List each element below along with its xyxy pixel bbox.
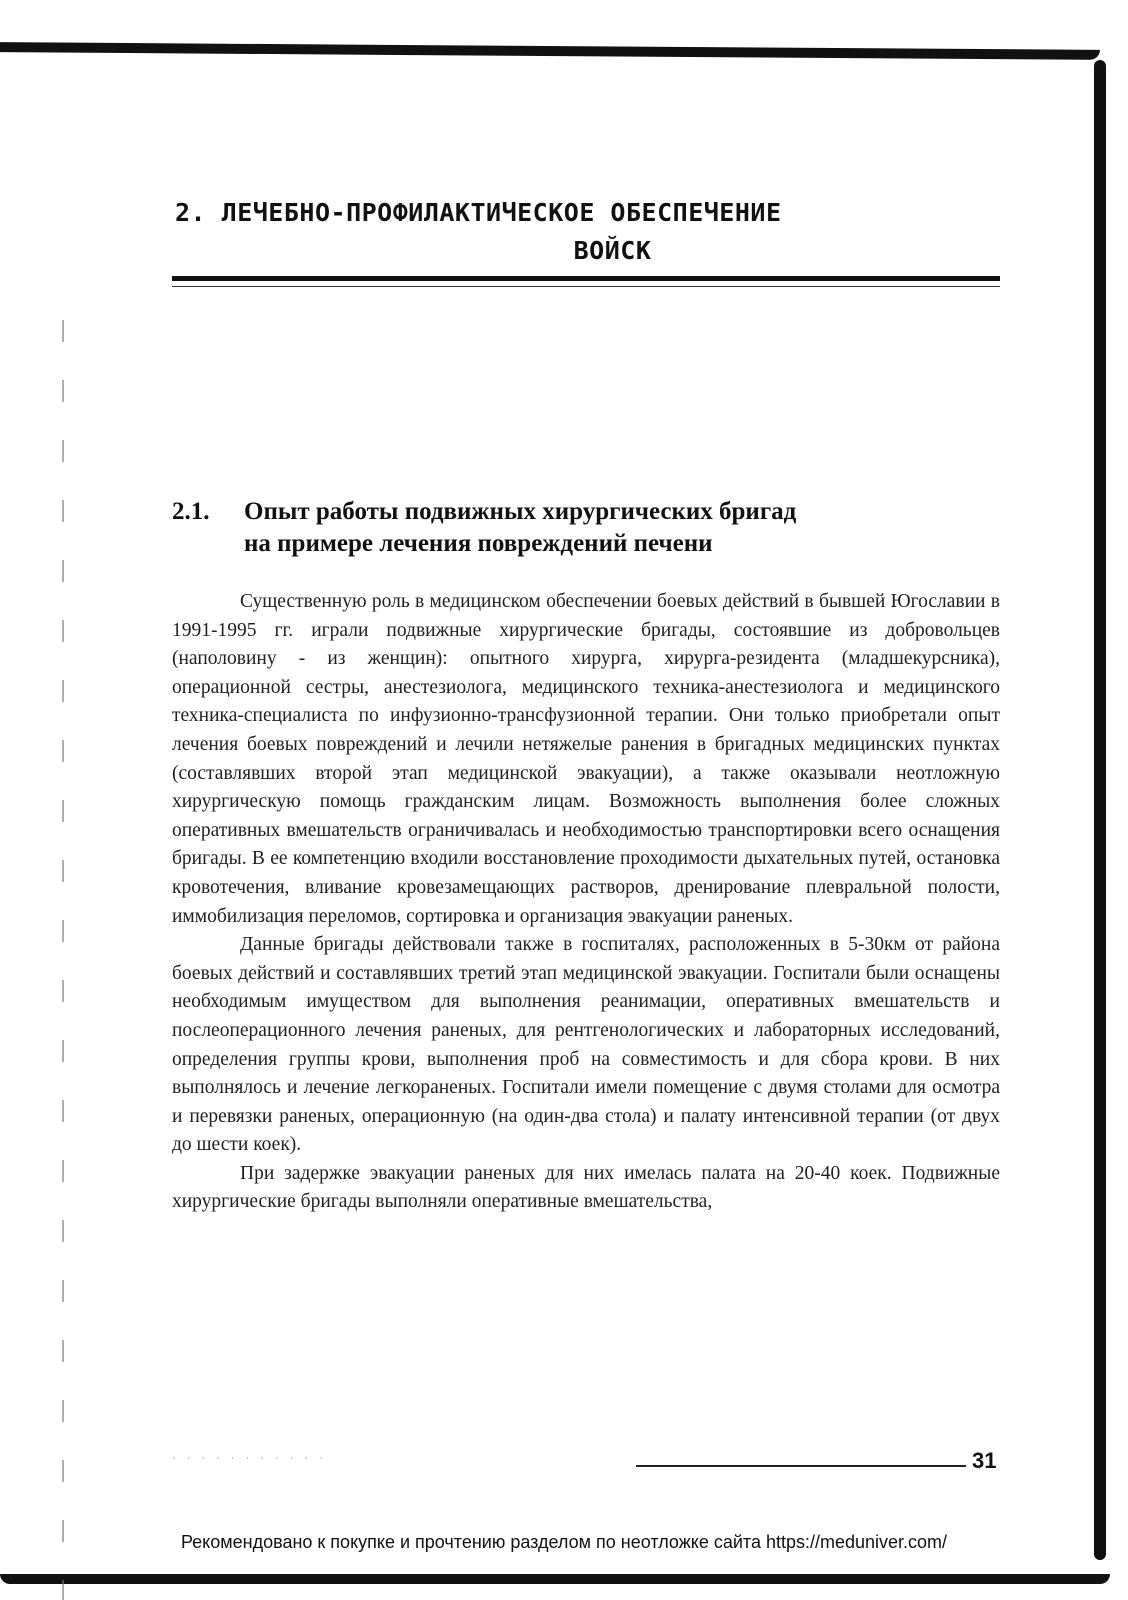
chapter-title [175,194,990,270]
body-text [172,588,1000,1217]
section-number: 2.1. [172,498,210,525]
chapter-title-line2: ВОЙСК [573,236,652,265]
page-number: 31 [972,1448,997,1473]
section-title-line2: на примере лечения повреждений печени [244,530,713,557]
page-edge-bottom [0,1574,1110,1584]
page-edge-right [1094,60,1106,1560]
chapter-rule-thick [172,276,1000,281]
section-title [244,496,796,560]
section-heading [172,496,1000,560]
section-title-line1: Опыт работы подвижных хирургических бригад [244,498,797,525]
paragraph-2: Данные бригады действовали также в госпиталях, расположенных в 5-30км от района боевых действий и составлявших третий этап медицинской эвакуации. Госпитали были оснащены необходимым имуществом для выполнения реанимации, оперативных вмешательств и послеоперационного лечения раненых, для рентгенологических и лабораторных исследований, определения группы крови, выполнения проб на совместимость и для сбора крови. В них выполнялось и лечение легкораненых. Госпитали имели помещение с двумя столами для осмотра и перевязки раненых, операционную (на один-два стола) и палату интенсивной терапии (от двух до шести коек). [172,934,1000,1156]
paragraph-3: При задержке эвакуации раненых для них имелась палата на 20-40 коек. Подвижные хирургические бригады выполняли оперативные вмешательства, [172,1162,1000,1213]
chapter-rule-thin [172,286,1000,287]
page-edge-top [0,42,1100,60]
footer-rule [636,1465,966,1467]
footer-scan-noise: · · · · · · · · · · · [172,1452,327,1464]
chapter-title-line1: 2. ЛЕЧЕБНО-ПРОФИЛАКТИЧЕСКОЕ ОБЕСПЕЧЕНИЕ [175,198,782,227]
binding-marks [62,320,64,1600]
site-recommendation-note: Рекомендовано к покупке и прочтению разделом по неотложке сайта https://meduniver.com/ [180,1532,948,1552]
paragraph-1: Существенную роль в медицинском обеспечении боевых действий в бывшей Югославии в 1991-1995 гг. играли подвижные хирургические бригады, состоявшие из добровольцев (наполовину - из женщин): опытного хирурга, хирурга-резидента (младшекурсника), операционной сестры, анестезиолога, медицинского техника-анестезиолога и медицинского техника-специалиста по инфузионно-трансфузионной терапии. Они только приобретали опыт лечения боевых повреждений и лечили нетяжелые ранения в бригадных медицинских пунктах (составлявших второй этап медицинской эвакуации), а также оказывали неотложную хирургическую помощь гражданским лицам. Возможность выполнения более сложных оперативных вмешательств ограничивалась и необходимостью транспортировки всего оснащения бригады. В ее компетенцию входили восстановление проходимости дыхательных путей, остановка кровотечения, вливание кровезамещающих растворов, дренирование плевральной полости, иммобилизация переломов, сортировка и организация эвакуации раненых. [172,591,1000,927]
